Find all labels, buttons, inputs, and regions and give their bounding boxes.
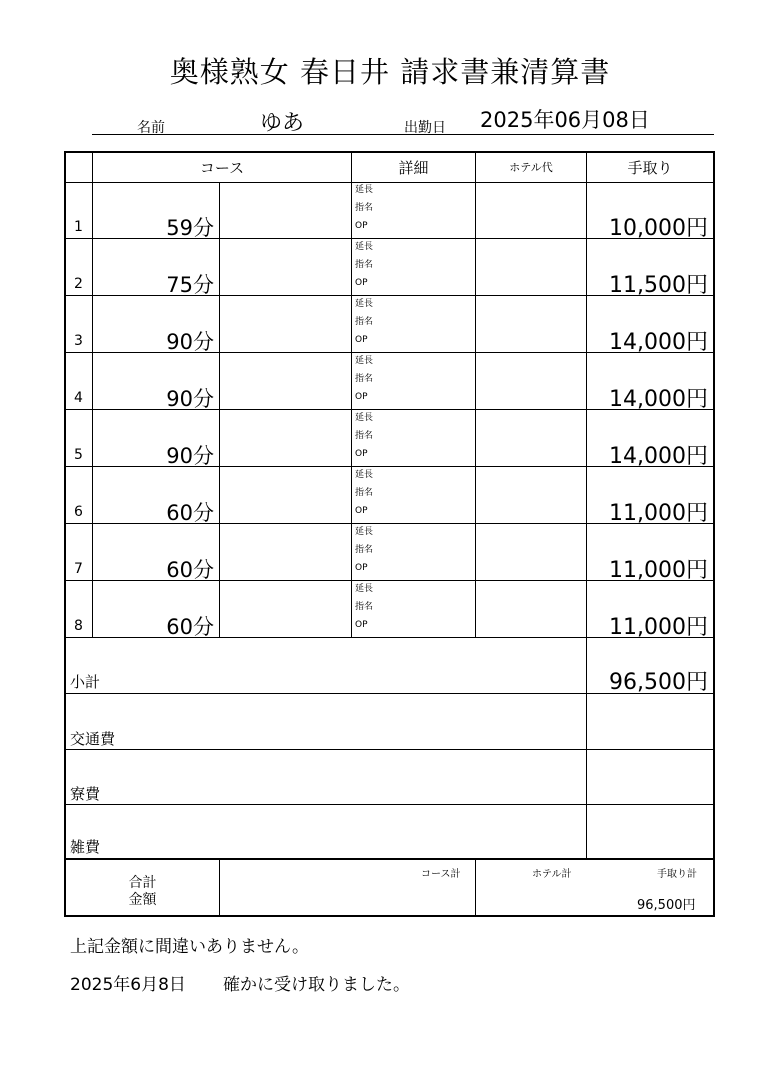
detail-op: OP [355, 563, 368, 573]
col-line-detail [351, 153, 352, 638]
detail-nomination: 指名 [355, 602, 374, 612]
detail-op: OP [355, 620, 368, 630]
takehome-amount: 10,000円 [609, 216, 708, 241]
total-label-line2: 金額 [128, 892, 157, 908]
detail-extension: 延長 [355, 356, 374, 366]
invoice-table [64, 151, 715, 917]
col-line-course-split [219, 183, 220, 638]
detail-extension: 延長 [355, 299, 374, 309]
document-title: 奥様熟女 春日井 請求書兼清算書 [169, 55, 611, 89]
course-duration: 90分 [166, 330, 214, 354]
header-underline [92, 134, 714, 135]
col-line-hotel [475, 153, 476, 638]
course-duration: 75分 [166, 273, 214, 297]
col-header-detail: 詳細 [398, 159, 429, 177]
takehome-amount: 11,000円 [609, 558, 708, 583]
detail-labels [355, 356, 373, 402]
detail-labels [355, 299, 373, 345]
row-number: 3 [74, 333, 83, 349]
detail-extension: 延長 [355, 470, 374, 480]
detail-labels [355, 413, 373, 459]
transport-label: 交通費 [70, 730, 116, 748]
row-number: 5 [74, 447, 83, 463]
detail-op: OP [355, 392, 368, 402]
takehome-amount: 11,000円 [609, 615, 708, 640]
course-duration: 60分 [166, 558, 214, 582]
foot-line-2 [475, 859, 476, 915]
dorm-label: 寮費 [70, 785, 101, 803]
receipt-date: 2025年6月8日 [70, 975, 186, 995]
detail-nomination: 指名 [355, 374, 374, 384]
col-header-course: コース [199, 159, 245, 177]
subtotal-label: 小計 [70, 673, 101, 691]
detail-extension: 延長 [355, 413, 374, 423]
takehome-amount: 11,000円 [609, 501, 708, 526]
detail-labels [355, 584, 373, 630]
col-line-no-body [92, 183, 93, 638]
detail-nomination: 指名 [355, 260, 374, 270]
detail-extension: 延長 [355, 185, 374, 195]
date-value: 2025年06月08日 [480, 108, 650, 132]
takehome-amount: 14,000円 [609, 387, 708, 412]
row-line [66, 749, 713, 750]
total-label-line1: 合計 [128, 875, 157, 891]
detail-nomination: 指名 [355, 203, 374, 213]
total-row-line [66, 858, 713, 860]
row-number: 8 [74, 618, 83, 634]
takehome-total-value: 96,500円 [637, 898, 696, 913]
course-duration: 59分 [166, 216, 214, 240]
hotel-total-label: ホテル計 [532, 869, 572, 880]
row-number: 4 [74, 390, 83, 406]
name-value: ゆあ [260, 111, 305, 136]
takehome-amount: 14,000円 [609, 444, 708, 469]
detail-nomination: 指名 [355, 431, 374, 441]
detail-extension: 延長 [355, 584, 374, 594]
detail-labels [355, 185, 373, 231]
col-header-hotel: ホテル代 [509, 161, 553, 174]
row-number: 2 [74, 276, 83, 292]
detail-op: OP [355, 335, 368, 345]
course-duration: 90分 [166, 387, 214, 411]
total-amount-label [66, 875, 219, 909]
subtotal-value: 96,500円 [609, 670, 708, 695]
detail-labels [355, 470, 373, 516]
detail-nomination: 指名 [355, 488, 374, 498]
confirmation-text: 上記金額に間違いありません。 [70, 937, 310, 957]
detail-op: OP [355, 449, 368, 459]
row-line [66, 804, 713, 805]
date-label: 出勤日 [404, 120, 446, 136]
detail-op: OP [355, 221, 368, 231]
course-duration: 60分 [166, 501, 214, 525]
detail-extension: 延長 [355, 242, 374, 252]
col-header-takehome: 手取り [627, 159, 673, 177]
detail-nomination: 指名 [355, 545, 374, 555]
detail-labels [355, 242, 373, 288]
misc-label: 雑費 [70, 838, 101, 856]
takehome-amount: 11,500円 [609, 273, 708, 298]
course-duration: 60分 [166, 615, 214, 639]
detail-op: OP [355, 506, 368, 516]
course-total-label: コース計 [421, 869, 461, 880]
detail-op: OP [355, 278, 368, 288]
takehome-total-label: 手取り計 [657, 869, 697, 880]
course-duration: 90分 [166, 444, 214, 468]
detail-nomination: 指名 [355, 317, 374, 327]
foot-line-1 [219, 859, 220, 915]
row-number: 7 [74, 561, 83, 577]
takehome-amount: 14,000円 [609, 330, 708, 355]
receipt-text: 確かに受け取りました。 [223, 975, 410, 995]
row-number: 1 [74, 219, 83, 235]
row-number: 6 [74, 504, 83, 520]
name-label: 名前 [137, 120, 165, 136]
detail-labels [355, 527, 373, 573]
detail-extension: 延長 [355, 527, 374, 537]
